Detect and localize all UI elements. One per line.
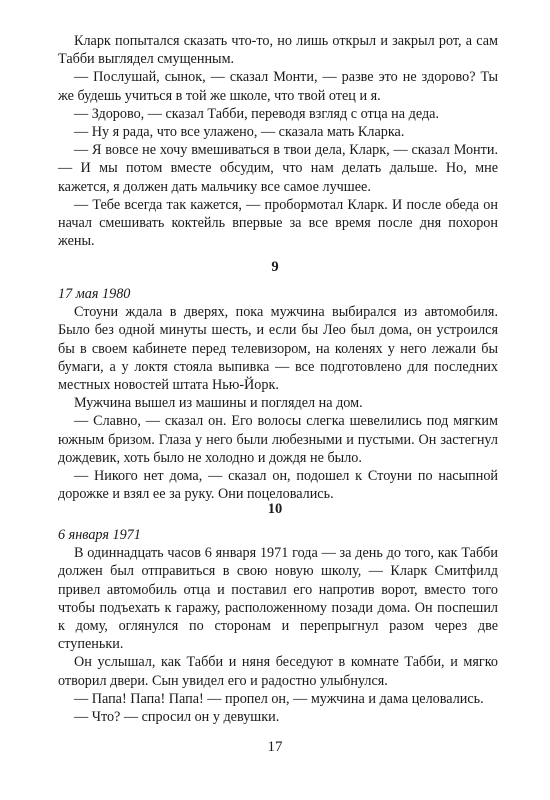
paragraph: — Папа! Папа! Папа! — пропел он, — мужчина и дама целовались.	[74, 690, 484, 707]
chapter-number-10: 10	[267, 501, 283, 517]
chapter-number-9: 9	[271, 259, 279, 275]
chapter-date: 17 мая 1980	[58, 286, 131, 302]
paragraph: — Я вовсе не хочу вмешиваться в твои дела, Кларк, — сказал Монти. — И мы потом вместе обсудим, что нам делать дальше. Но, мне кажется, я должен дать мальчику все самое лучшее.	[58, 142, 498, 195]
page-number: 17	[267, 739, 283, 755]
paragraph: Он услышал, как Табби и няня беседуют в комнате Табби, и мягко отворил двери. Сын увидел его и радостно улыбнулся.	[58, 654, 498, 689]
chapter-date: 6 января 1971	[58, 527, 141, 543]
text-block-chapter-8-end	[58, 32, 498, 250]
paragraph: — Что? — спросил он у девушки.	[74, 709, 280, 726]
paragraph: — Ну я рада, что все улажено, — сказала мать Кларка.	[74, 124, 405, 141]
paragraph: — Славно, — сказал он. Его волосы слегка шевелились под мягким южным бризом. Глаза у него были любезными и пустыми. Он застегнул дождевик, хоть было не холодно и дождя не было.	[58, 413, 498, 466]
text-block-chapter-10	[58, 526, 498, 726]
paragraph: Стоуни ждала в дверях, пока мужчина выбирался из автомобиля. Было без одной минуты шесть, и если бы Лео был дома, он устроился бы в своем кабинете перед телевизором, на коленях у него лежали бы бумаги, а у локтя стояла выпивка — все подготовлено для последних местных новостей штата Нью-Йорк.	[58, 304, 498, 394]
paragraph: — Никого нет дома, — сказал он, подошел к Стоуни по насыпной дорожке и взял ее за руку. Они поцеловались.	[58, 468, 498, 503]
paragraph: Мужчина вышел из машины и поглядел на дом.	[74, 395, 363, 412]
paragraph: — Послушай, сынок, — сказал Монти, — разве это не здорово? Ты же будешь учиться в той же школе, что твой отец и я.	[58, 69, 498, 104]
paragraph: — Тебе всегда так кажется, — пробормотал Кларк. И после обеда он начал смешивать коктейль впервые за все время после дня похорон жены.	[58, 196, 498, 250]
paragraph: — Здорово, — сказал Табби, переводя взгляд с отца на деда.	[74, 105, 440, 122]
text-block-chapter-9	[58, 285, 498, 503]
paragraph: Кларк попытался сказать что-то, но лишь открыл и закрыл рот, а сам Табби выглядел смущенным.	[58, 33, 498, 68]
paragraph: В одиннадцать часов 6 января 1971 года — за день до того, как Табби должен был отправиться в свою новую школу, — Кларк Смитфилд привел автомобиль отца и поставил его напротив ворот, вместо того чтобы подъехать к гаражу, расположенному позади дома. Он поспешил к дому, оглянулся по сторонам и перепрыгнул разом через две ступеньки.	[58, 545, 498, 653]
